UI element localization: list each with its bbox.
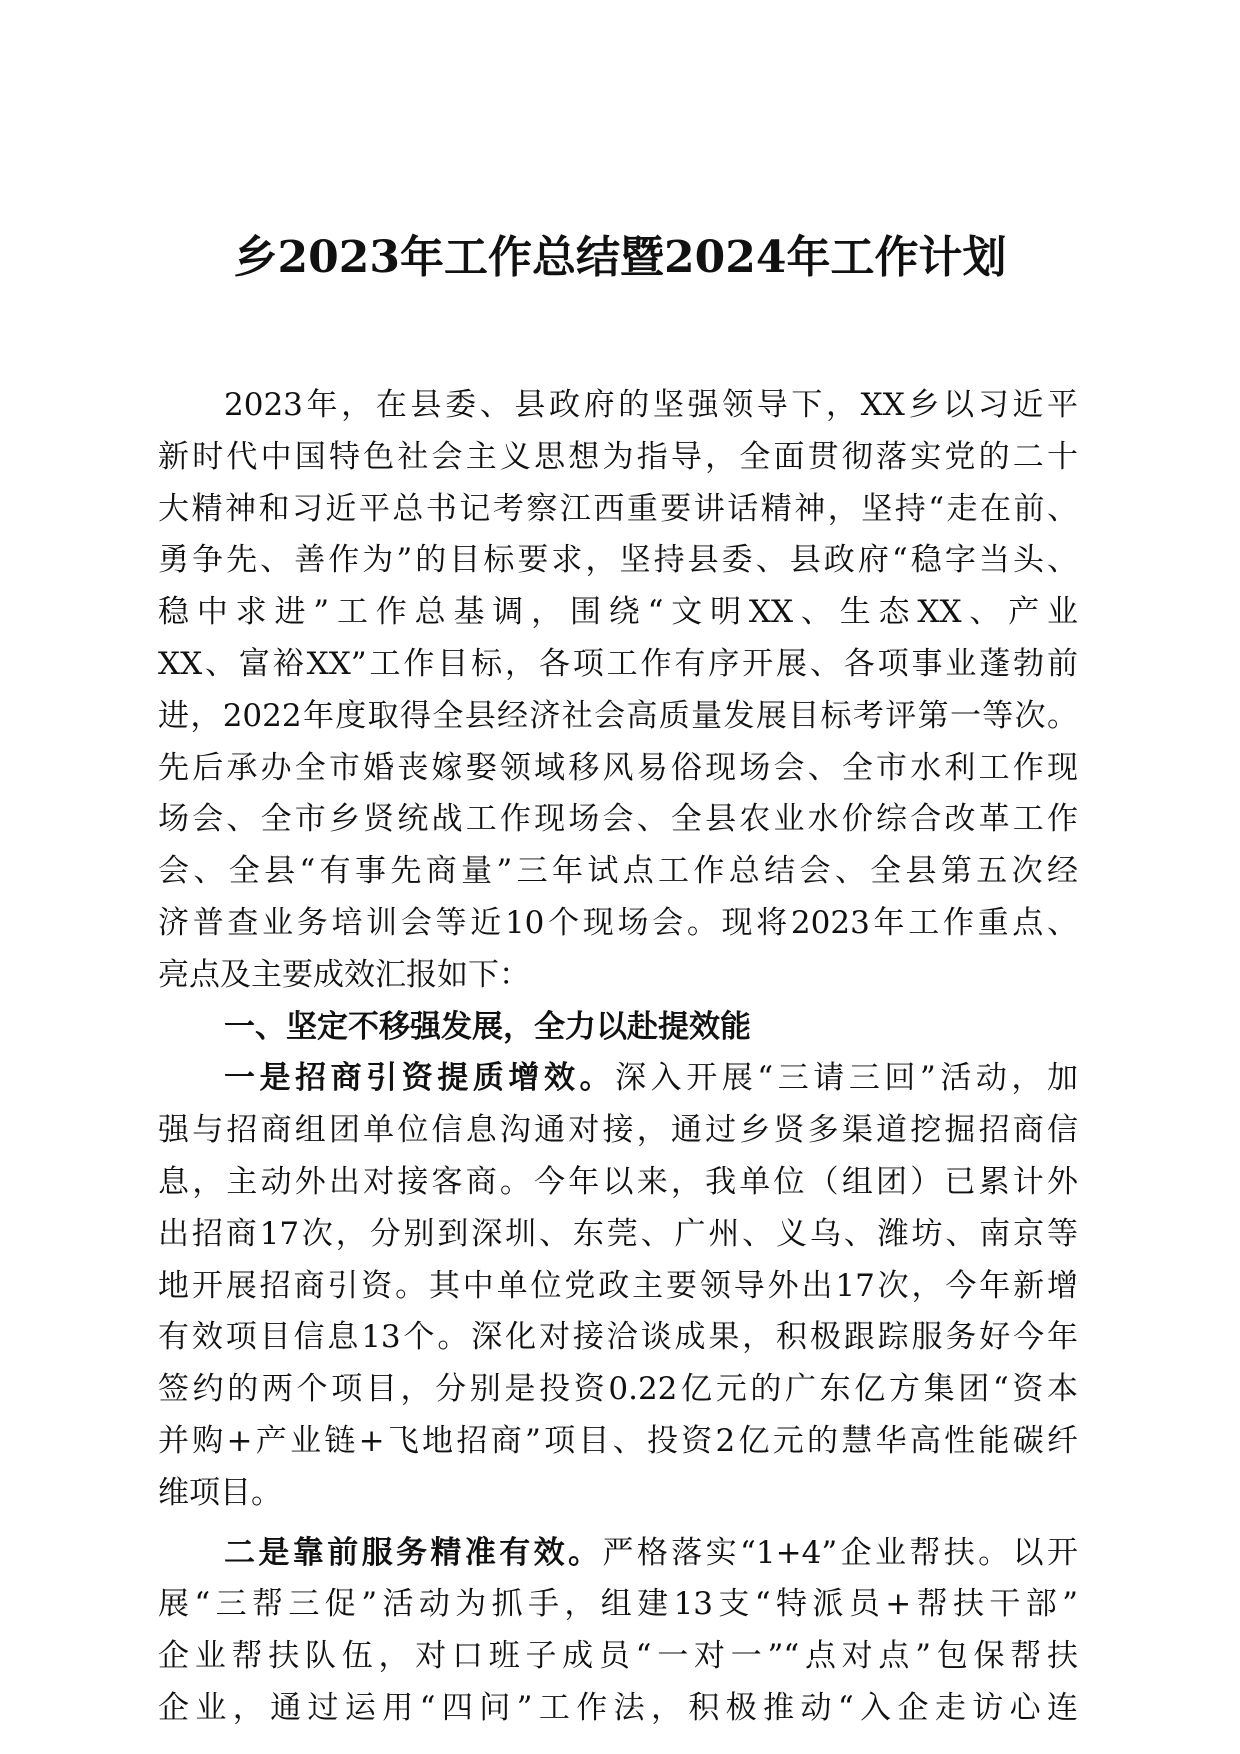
paragraph-line: 亮点及主要成效汇报如下： <box>158 956 530 993</box>
paragraph-line: 济普查业务培训会等近10个现场会。现将2023年工作重点、 <box>158 904 1078 941</box>
paragraph-line: 2023年，在县委、县政府的坚强领导下，XX乡以习近平 <box>224 387 1078 423</box>
paragraph-line: 并购+产业链+飞地招商”项目、投资2亿元的慧华高性能碳纤 <box>158 1422 1078 1459</box>
paragraph-line <box>158 1053 1078 1105</box>
paragraph-line: 签约的两个项目，分别是投资0.22亿元的广东亿方集团“资本 <box>158 1371 1078 1408</box>
paragraph-line: 有效项目信息13个。深化对接洽谈成果，积极跟踪服务好今年 <box>158 1319 1078 1356</box>
intro-paragraph <box>158 380 1078 1002</box>
paragraph-line: 维项目。 <box>158 1474 282 1511</box>
paragraph-line: 息，主动外出对接客商。今年以来，我单位（组团）已累计外 <box>158 1163 1078 1200</box>
paragraph-line <box>158 1528 1078 1580</box>
paragraph-line: XX、富裕XX”工作目标，各项工作有序开展、各项事业蓬勃前 <box>158 645 1078 682</box>
item-lead-rest: 深入开展“三请三回”活动，加 <box>615 1060 1078 1097</box>
paragraph-line: 会、全县“有事先商量”三年试点工作总结会、全县第五次经 <box>158 853 1078 890</box>
paragraph-line: 新时代中国特色社会主义思想为指导，全面贯彻落实党的二十 <box>158 438 1078 475</box>
document-title: 乡2023年工作总结暨2024年工作计划 <box>233 232 1007 283</box>
paragraph-line: 先后承办全市婚丧嫁娶领域移风易俗现场会、全市水利工作现 <box>158 749 1078 786</box>
paragraph-line: 进，2022年度取得全县经济社会高质量发展目标考评第一等次。 <box>158 697 1078 734</box>
paragraph-line: 展“三帮三促”活动为抓手，组建13支“特派员+帮扶干部” <box>158 1586 1078 1623</box>
paragraph-line: 企业帮扶队伍，对口班子成员“一对一”“点对点”包保帮扶 <box>158 1638 1078 1675</box>
paragraph-line: 场会、全市乡贤统战工作现场会、全县农业水价综合改革工作 <box>158 801 1078 838</box>
item-paragraph-service <box>158 1528 1078 1735</box>
paragraph-line: 出招商17次，分别到深圳、东莞、广州、义乌、潍坊、南京等 <box>158 1215 1078 1252</box>
paragraph-line: 稳中求进”工作总基调，围绕“文明XX、生态XX、产业 <box>158 594 1078 631</box>
item-paragraph-investment <box>158 1053 1078 1519</box>
paragraph-line: 勇争先、善作为”的目标要求，坚持县委、县政府“稳字当头、 <box>158 542 1078 579</box>
section-heading: 一、坚定不移强发展，全力以赴提效能 <box>224 1008 751 1045</box>
paragraph-line: 强与招商组团单位信息沟通对接，通过乡贤多渠道挖掘招商信 <box>158 1112 1078 1149</box>
item-lead: 二是靠前服务精准有效。 <box>224 1534 603 1571</box>
item-lead-rest: 严格落实“1+4”企业帮扶。以开 <box>602 1534 1078 1571</box>
document-body <box>158 380 1078 1735</box>
paragraph-line: 企业，通过运用“四问”工作法，积极推动“入企走访心连 <box>158 1689 1078 1726</box>
item-lead: 一是招商引资提质增效。 <box>224 1060 616 1097</box>
paragraph-line: 大精神和习近平总书记考察江西重要讲话精神，坚持“走在前、 <box>158 490 1078 527</box>
paragraph-line: 地开展招商引资。其中单位党政主要领导外出17次，今年新增 <box>158 1267 1078 1304</box>
